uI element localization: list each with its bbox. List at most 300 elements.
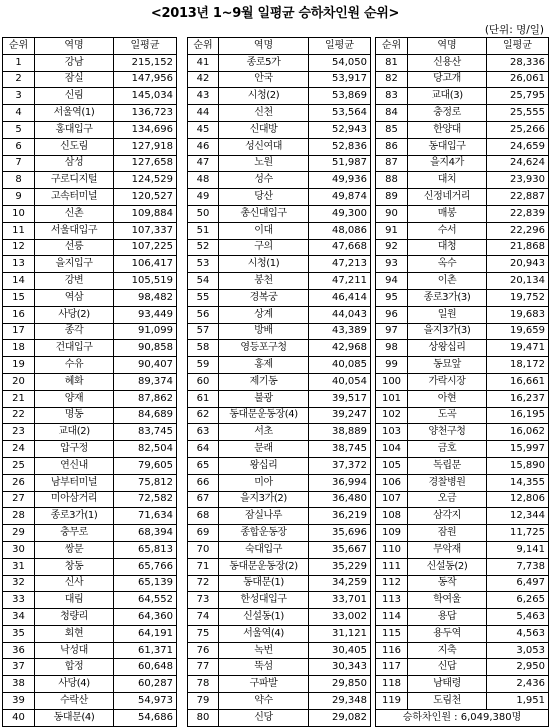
station-name-cell: 쌍문 [35, 541, 114, 558]
table-row [188, 189, 371, 206]
table-row [188, 306, 371, 323]
station-name-cell: 구의 [219, 239, 309, 256]
table-row [376, 659, 549, 676]
daily-avg-cell: 39,247 [309, 407, 371, 424]
daily-avg-cell: 47,213 [309, 256, 371, 273]
table-row [376, 155, 549, 172]
rank-cell: 25 [3, 457, 35, 474]
rank-cell: 56 [188, 306, 219, 323]
station-name-cell: 신촌 [35, 205, 114, 222]
rank-cell: 88 [376, 172, 408, 189]
rank-cell: 45 [188, 121, 219, 138]
table-row [376, 189, 549, 206]
station-name-cell: 교대(3) [408, 88, 487, 105]
station-name-cell: 노원 [219, 155, 309, 172]
table-row [376, 273, 549, 290]
table-row [3, 424, 177, 441]
daily-avg-cell: 47,211 [309, 273, 371, 290]
table-row [188, 424, 371, 441]
table-row [376, 457, 549, 474]
station-name-cell: 합정 [35, 659, 114, 676]
table-row [376, 592, 549, 609]
table-row [188, 205, 371, 222]
table-row [3, 323, 177, 340]
station-name-cell: 남부터미널 [35, 474, 114, 491]
table-row [188, 525, 371, 542]
station-name-cell: 경찰병원 [408, 474, 487, 491]
table-row [188, 239, 371, 256]
daily-avg-cell: 22,296 [487, 222, 549, 239]
rank-cell: 106 [376, 474, 408, 491]
ranking-table-1 [2, 37, 177, 727]
station-name-cell: 녹번 [219, 642, 309, 659]
rank-cell: 62 [188, 407, 219, 424]
daily-avg-cell: 84,689 [114, 407, 177, 424]
station-name-cell: 한성대입구 [219, 592, 309, 609]
daily-avg-cell: 11,725 [487, 525, 549, 542]
daily-avg-cell: 42,968 [309, 340, 371, 357]
station-name-cell: 삼성 [35, 155, 114, 172]
station-name-cell: 매봉 [408, 205, 487, 222]
rank-cell: 72 [188, 575, 219, 592]
rank-cell: 59 [188, 357, 219, 374]
station-name-cell: 동묘앞 [408, 357, 487, 374]
daily-avg-cell: 60,287 [114, 676, 177, 693]
station-name-cell: 서울대입구 [35, 222, 114, 239]
daily-avg-cell: 79,605 [114, 457, 177, 474]
table-row [188, 659, 371, 676]
rank-cell: 44 [188, 105, 219, 122]
rank-cell: 74 [188, 609, 219, 626]
rank-cell: 118 [376, 676, 408, 693]
daily-avg-cell: 12,806 [487, 491, 549, 508]
rank-cell: 52 [188, 239, 219, 256]
station-name-cell: 압구정 [35, 441, 114, 458]
table-row [376, 625, 549, 642]
station-name-cell: 을지4가 [408, 155, 487, 172]
daily-avg-cell: 90,407 [114, 357, 177, 374]
table-row [3, 205, 177, 222]
station-name-cell: 도림천 [408, 693, 487, 710]
table-row [188, 373, 371, 390]
table-row [3, 525, 177, 542]
daily-avg-cell: 5,463 [487, 609, 549, 626]
rank-cell: 61 [188, 390, 219, 407]
daily-avg-cell: 26,061 [487, 71, 549, 88]
station-name-cell: 신도림 [35, 138, 114, 155]
station-name-cell: 신천 [219, 105, 309, 122]
rank-header: 순위 [376, 38, 408, 55]
rank-cell: 83 [376, 88, 408, 105]
table-row [188, 642, 371, 659]
station-header: 역명 [408, 38, 487, 55]
daily-avg-cell: 120,527 [114, 189, 177, 206]
station-header: 역명 [35, 38, 114, 55]
table-row [3, 105, 177, 122]
station-name-cell: 역삼 [35, 289, 114, 306]
daily-avg-cell: 49,874 [309, 189, 371, 206]
rank-cell: 30 [3, 541, 35, 558]
daily-avg-cell: 75,812 [114, 474, 177, 491]
table-row [376, 525, 549, 542]
table-row [3, 172, 177, 189]
daily-avg-cell: 51,987 [309, 155, 371, 172]
station-name-cell: 종각 [35, 323, 114, 340]
daily-avg-cell: 65,139 [114, 575, 177, 592]
rank-cell: 108 [376, 508, 408, 525]
station-name-cell: 구로디지털 [35, 172, 114, 189]
daily-avg-cell: 36,480 [309, 491, 371, 508]
rank-cell: 116 [376, 642, 408, 659]
daily-avg-cell: 54,050 [309, 54, 371, 71]
station-name-cell: 당산 [219, 189, 309, 206]
rank-cell: 16 [3, 306, 35, 323]
station-name-cell: 종합운동장 [219, 525, 309, 542]
station-name-cell: 양천구청 [408, 424, 487, 441]
rank-cell: 43 [188, 88, 219, 105]
station-name-cell: 용두역 [408, 625, 487, 642]
daily-avg-cell: 53,917 [309, 71, 371, 88]
rank-cell: 78 [188, 676, 219, 693]
rank-cell: 86 [376, 138, 408, 155]
station-name-cell: 을지입구 [35, 256, 114, 273]
rank-cell: 101 [376, 390, 408, 407]
table-row [188, 256, 371, 273]
rank-cell: 41 [188, 54, 219, 71]
table-row [188, 222, 371, 239]
daily-avg-cell: 35,229 [309, 558, 371, 575]
rank-cell: 73 [188, 592, 219, 609]
rank-header: 순위 [188, 38, 219, 55]
station-name-cell: 명동 [35, 407, 114, 424]
ranking-table-2 [187, 37, 371, 727]
daily-avg-cell: 16,195 [487, 407, 549, 424]
station-name-cell: 독립문 [408, 457, 487, 474]
station-name-cell: 잠실나루 [219, 508, 309, 525]
daily-avg-cell: 106,417 [114, 256, 177, 273]
station-name-cell: 왕십리 [219, 457, 309, 474]
station-name-cell: 홍대입구 [35, 121, 114, 138]
daily-avg-cell: 23,930 [487, 172, 549, 189]
station-name-cell: 미아삼거리 [35, 491, 114, 508]
daily-avg-cell: 107,225 [114, 239, 177, 256]
station-name-cell: 사당(2) [35, 306, 114, 323]
table-row [376, 306, 549, 323]
rank-cell: 102 [376, 407, 408, 424]
daily-avg-cell: 109,884 [114, 205, 177, 222]
daily-avg-cell: 36,994 [309, 474, 371, 491]
daily-avg-cell: 29,082 [309, 709, 371, 726]
station-name-cell: 이촌 [408, 273, 487, 290]
rank-cell: 66 [188, 474, 219, 491]
daily-avg-cell: 124,529 [114, 172, 177, 189]
daily-avg-cell: 33,701 [309, 592, 371, 609]
station-name-cell: 시청(2) [219, 88, 309, 105]
table-row [3, 407, 177, 424]
table-row [376, 390, 549, 407]
table-row [376, 676, 549, 693]
daily-avg-cell: 2,950 [487, 659, 549, 676]
table-row [188, 54, 371, 71]
table-row [376, 138, 549, 155]
rank-cell: 111 [376, 558, 408, 575]
rank-cell: 20 [3, 373, 35, 390]
table-row [376, 323, 549, 340]
station-name-cell: 대치 [408, 172, 487, 189]
rank-cell: 6 [3, 138, 35, 155]
station-name-cell: 당고개 [408, 71, 487, 88]
table-row [3, 558, 177, 575]
daily-avg-cell: 89,374 [114, 373, 177, 390]
table-row [3, 121, 177, 138]
table-row [188, 457, 371, 474]
table-row [376, 54, 549, 71]
table-row [376, 693, 549, 710]
table-row [188, 390, 371, 407]
station-name-cell: 도곡 [408, 407, 487, 424]
daily-avg-cell: 19,471 [487, 340, 549, 357]
daily-avg-cell: 30,405 [309, 642, 371, 659]
daily-avg-cell: 72,582 [114, 491, 177, 508]
rank-cell: 27 [3, 491, 35, 508]
daily-avg-cell: 16,661 [487, 373, 549, 390]
station-name-cell: 불광 [219, 390, 309, 407]
table-row [3, 71, 177, 88]
table-row [3, 256, 177, 273]
rank-cell: 76 [188, 642, 219, 659]
rank-cell: 26 [3, 474, 35, 491]
rank-cell: 60 [188, 373, 219, 390]
daily-avg-cell: 18,172 [487, 357, 549, 374]
station-name-cell: 신설동(2) [408, 558, 487, 575]
daily-avg-cell: 40,085 [309, 357, 371, 374]
daily-avg-cell: 15,890 [487, 457, 549, 474]
station-name-cell: 신사 [35, 575, 114, 592]
rank-cell: 115 [376, 625, 408, 642]
station-name-cell: 강변 [35, 273, 114, 290]
rank-cell: 112 [376, 575, 408, 592]
station-name-cell: 신대방 [219, 121, 309, 138]
rank-cell: 11 [3, 222, 35, 239]
rank-cell: 51 [188, 222, 219, 239]
station-name-cell: 종로3가(1) [35, 508, 114, 525]
station-name-cell: 을지3가(2) [219, 491, 309, 508]
table-row [3, 541, 177, 558]
rank-cell: 99 [376, 357, 408, 374]
station-name-cell: 지축 [408, 642, 487, 659]
table-row [188, 273, 371, 290]
rank-cell: 80 [188, 709, 219, 726]
daily-avg-cell: 20,943 [487, 256, 549, 273]
rank-cell: 7 [3, 155, 35, 172]
table-row [3, 88, 177, 105]
daily-avg-cell: 64,360 [114, 609, 177, 626]
station-name-cell: 신용산 [408, 54, 487, 71]
rank-cell: 58 [188, 340, 219, 357]
table-row [3, 340, 177, 357]
rank-cell: 87 [376, 155, 408, 172]
station-name-cell: 종로5가 [219, 54, 309, 71]
rank-cell: 65 [188, 457, 219, 474]
daily-avg-cell: 90,858 [114, 340, 177, 357]
table-row [188, 121, 371, 138]
daily-avg-cell: 34,259 [309, 575, 371, 592]
rank-cell: 89 [376, 189, 408, 206]
table-row [3, 222, 177, 239]
station-name-cell: 수서 [408, 222, 487, 239]
daily-avg-header: 일평균 [114, 38, 177, 55]
daily-avg-cell: 105,519 [114, 273, 177, 290]
station-name-cell: 사당(4) [35, 676, 114, 693]
rank-cell: 24 [3, 441, 35, 458]
table-row [376, 121, 549, 138]
station-name-cell: 구파발 [219, 676, 309, 693]
table-row [376, 373, 549, 390]
daily-avg-cell: 61,371 [114, 642, 177, 659]
table-row [376, 407, 549, 424]
daily-avg-cell: 38,889 [309, 424, 371, 441]
table-row [188, 441, 371, 458]
table-row [188, 138, 371, 155]
daily-avg-cell: 6,497 [487, 575, 549, 592]
table-row [3, 373, 177, 390]
daily-avg-cell: 64,191 [114, 625, 177, 642]
table-row [188, 407, 371, 424]
station-name-cell: 성수 [219, 172, 309, 189]
header-row [3, 38, 177, 55]
station-name-cell: 시청(1) [219, 256, 309, 273]
rank-cell: 38 [3, 676, 35, 693]
station-name-cell: 동대입구 [408, 138, 487, 155]
station-name-cell: 삼각지 [408, 508, 487, 525]
rank-cell: 75 [188, 625, 219, 642]
daily-avg-cell: 16,062 [487, 424, 549, 441]
rank-cell: 53 [188, 256, 219, 273]
table-row [376, 609, 549, 626]
rank-cell: 91 [376, 222, 408, 239]
daily-avg-header: 일평균 [309, 38, 371, 55]
daily-avg-cell: 145,034 [114, 88, 177, 105]
rank-cell: 19 [3, 357, 35, 374]
station-name-cell: 가락시장 [408, 373, 487, 390]
table-row [376, 340, 549, 357]
table-row [376, 357, 549, 374]
rank-cell: 23 [3, 424, 35, 441]
daily-avg-cell: 29,348 [309, 693, 371, 710]
table-row [188, 508, 371, 525]
station-name-cell: 뚝섬 [219, 659, 309, 676]
daily-avg-cell: 9,141 [487, 541, 549, 558]
station-name-cell: 선릉 [35, 239, 114, 256]
daily-avg-cell: 49,936 [309, 172, 371, 189]
rank-cell: 57 [188, 323, 219, 340]
rank-cell: 2 [3, 71, 35, 88]
station-name-cell: 청량리 [35, 609, 114, 626]
rank-cell: 14 [3, 273, 35, 290]
rank-cell: 84 [376, 105, 408, 122]
station-name-cell: 고속터미널 [35, 189, 114, 206]
station-name-cell: 충무로 [35, 525, 114, 542]
rank-cell: 90 [376, 205, 408, 222]
daily-avg-cell: 127,658 [114, 155, 177, 172]
table-row [3, 138, 177, 155]
rank-cell: 50 [188, 205, 219, 222]
table-row [3, 642, 177, 659]
table-row [3, 491, 177, 508]
table-row [376, 575, 549, 592]
table-row [3, 625, 177, 642]
daily-avg-cell: 65,766 [114, 558, 177, 575]
station-name-cell: 교대(2) [35, 424, 114, 441]
unit-note: (단위: 명/일) [484, 24, 544, 36]
station-name-cell: 제기동 [219, 373, 309, 390]
daily-avg-cell: 147,956 [114, 71, 177, 88]
rank-cell: 33 [3, 592, 35, 609]
rank-cell: 37 [3, 659, 35, 676]
rank-cell: 35 [3, 625, 35, 642]
table-row [376, 222, 549, 239]
daily-avg-cell: 83,745 [114, 424, 177, 441]
daily-avg-cell: 15,997 [487, 441, 549, 458]
station-name-cell: 용답 [408, 609, 487, 626]
station-name-cell: 상왕십리 [408, 340, 487, 357]
rank-cell: 98 [376, 340, 408, 357]
table-row [3, 609, 177, 626]
rank-cell: 31 [3, 558, 35, 575]
station-name-cell: 강남 [35, 54, 114, 71]
table-row [376, 239, 549, 256]
station-name-cell: 상계 [219, 306, 309, 323]
total-passengers: 승하차인원 : 6,049,380명 [376, 709, 549, 726]
rank-cell: 46 [188, 138, 219, 155]
station-name-cell: 동대문(4) [35, 709, 114, 726]
station-name-cell: 회현 [35, 625, 114, 642]
station-name-cell: 동대문운동장(2) [219, 558, 309, 575]
daily-avg-cell: 65,813 [114, 541, 177, 558]
rank-cell: 29 [3, 525, 35, 542]
rank-cell: 67 [188, 491, 219, 508]
daily-avg-cell: 46,414 [309, 289, 371, 306]
daily-avg-cell: 4,563 [487, 625, 549, 642]
rank-cell: 82 [376, 71, 408, 88]
daily-avg-cell: 38,745 [309, 441, 371, 458]
rank-cell: 12 [3, 239, 35, 256]
table-row [3, 289, 177, 306]
daily-avg-cell: 25,555 [487, 105, 549, 122]
daily-avg-cell: 52,943 [309, 121, 371, 138]
station-name-cell: 금호 [408, 441, 487, 458]
rank-cell: 49 [188, 189, 219, 206]
rank-cell: 21 [3, 390, 35, 407]
station-name-cell: 성신여대 [219, 138, 309, 155]
rank-cell: 28 [3, 508, 35, 525]
ranking-table-3 [375, 37, 549, 727]
table-row [3, 273, 177, 290]
table-row [3, 357, 177, 374]
rank-cell: 103 [376, 424, 408, 441]
daily-avg-cell: 7,738 [487, 558, 549, 575]
rank-cell: 70 [188, 541, 219, 558]
rank-cell: 63 [188, 424, 219, 441]
table-row [188, 289, 371, 306]
table-row [3, 457, 177, 474]
table-row [188, 105, 371, 122]
rank-cell: 110 [376, 541, 408, 558]
station-name-cell: 총신대입구 [219, 205, 309, 222]
rank-cell: 54 [188, 273, 219, 290]
station-name-cell: 일원 [408, 306, 487, 323]
rank-cell: 8 [3, 172, 35, 189]
